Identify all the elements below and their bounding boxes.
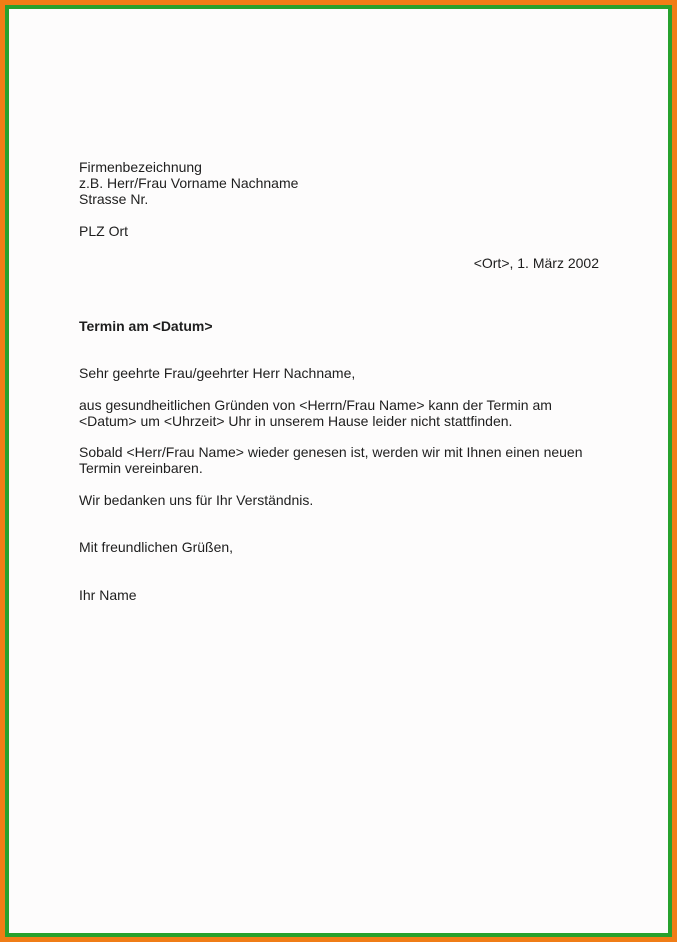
sender-contact: z.B. Herr/Frau Vorname Nachname (79, 175, 299, 191)
body-paragraph-1-line-2: <Datum> um <Uhrzeit> Uhr in unserem Hause leider nicht stattfinden. (79, 413, 513, 429)
subject-line: Termin am <Datum> (79, 318, 213, 334)
signature: Ihr Name (79, 587, 137, 603)
salutation: Sehr geehrte Frau/geehrter Herr Nachname, (79, 365, 356, 381)
date-line: <Ort>, 1. März 2002 (473, 255, 599, 271)
sender-street: Strasse Nr. (79, 191, 149, 207)
body-paragraph-2-line-1: Sobald <Herr/Frau Name> wieder genesen ist, werden wir mit Ihnen einen neuen (79, 444, 583, 460)
body-paragraph-3: Wir bedanken uns für Ihr Verständnis. (79, 492, 314, 508)
sender-company: Firmenbezeichnung (79, 159, 202, 175)
letter-page (9, 9, 668, 933)
body-paragraph-1-line-1: aus gesundheitlichen Gründen von <Herrn/Frau Name> kann der Termin am (79, 397, 552, 413)
sender-city: PLZ Ort (79, 223, 129, 239)
closing: Mit freundlichen Grüßen, (79, 539, 234, 555)
body-paragraph-2-line-2: Termin vereinbaren. (79, 460, 203, 476)
